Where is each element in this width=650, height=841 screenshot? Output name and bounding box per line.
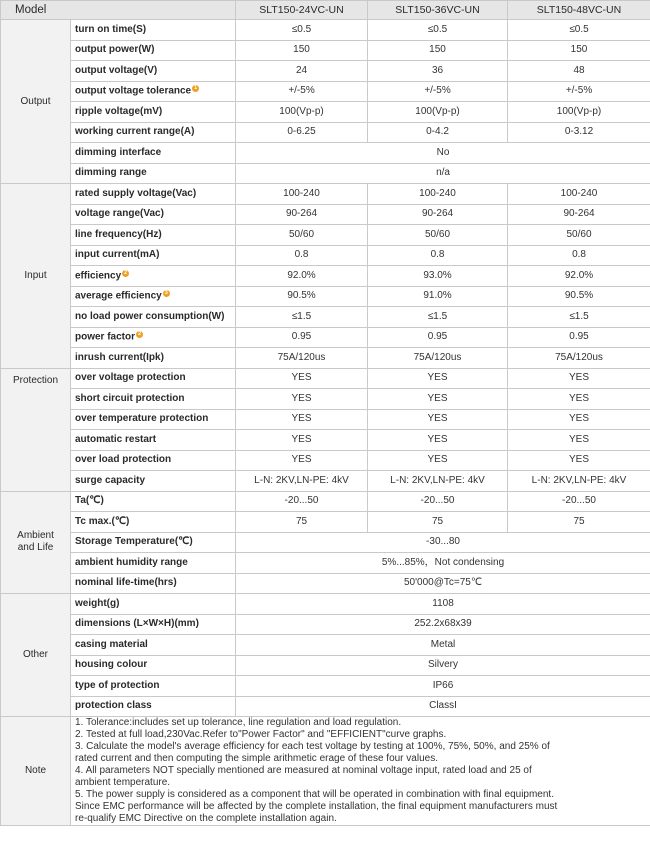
- model-name: SLT150-48VC-UN: [508, 1, 650, 20]
- value-cell-merged: Silvery: [236, 655, 650, 676]
- note-line: 1. Tolerance:includes set up tolerance, line regulation and load regulation.: [75, 717, 402, 728]
- table-row: [1, 204, 650, 225]
- footnote-badge: 2: [137, 331, 142, 338]
- table-row: [1, 245, 650, 266]
- note-line: 3. Calculate the model's average efficiency for each test voltage by testing at 100%, 75%, 50%, and 25% of: [75, 741, 550, 752]
- note-line: 5. The power supply is considered as a component that will be operated in combination with final equipment.: [75, 789, 554, 800]
- value-cell-merged: n/a: [236, 163, 650, 184]
- value-cell: +/-5%: [508, 81, 650, 102]
- param-label: line frequency(Hz): [71, 225, 236, 246]
- param-label-with-note: [71, 286, 236, 307]
- value-cell: 50/60: [508, 225, 650, 246]
- value-cell: 75A/120us: [368, 348, 508, 369]
- value-cell: -20...50: [508, 491, 650, 512]
- param-label: over load protection: [71, 450, 236, 471]
- value-cell-merged: Metal: [236, 635, 650, 656]
- param-label: nominal life-time(hrs): [71, 573, 236, 594]
- value-cell: ≤1.5: [236, 307, 368, 328]
- param-label: average efficiency: [75, 290, 162, 302]
- table-row: [1, 348, 650, 369]
- table-row: [1, 676, 650, 697]
- value-cell: 90.5%: [508, 286, 650, 307]
- param-label: input current(mA): [71, 245, 236, 266]
- value-cell: 90-264: [368, 204, 508, 225]
- table-row: [1, 122, 650, 143]
- param-label-with-note: [71, 327, 236, 348]
- param-label: output voltage tolerance: [75, 85, 192, 97]
- category-line: Ambient: [17, 530, 54, 542]
- value-cell: 100-240: [368, 184, 508, 205]
- value-cell-merged: -30...80: [236, 532, 650, 553]
- value-cell: ≤0.5: [508, 20, 650, 41]
- value-cell: 0.95: [508, 327, 650, 348]
- model-name: SLT150-36VC-UN: [368, 1, 508, 20]
- model-header: Model: [1, 1, 236, 20]
- category-line: and Life: [17, 542, 54, 554]
- note-row: [1, 717, 650, 826]
- value-cell: 100(Vp-p): [368, 102, 508, 123]
- param-label: rated supply voltage(Vac): [71, 184, 236, 205]
- value-cell: YES: [508, 368, 650, 389]
- value-cell: 91.0%: [368, 286, 508, 307]
- value-cell: 0.8: [236, 245, 368, 266]
- footnote-badge: 3: [164, 290, 168, 297]
- param-label-with-note: [71, 81, 236, 102]
- param-label: automatic restart: [71, 430, 236, 451]
- table-row: [1, 143, 650, 164]
- table-row: [1, 163, 650, 184]
- param-label: over temperature protection: [71, 409, 236, 430]
- value-cell: 75: [508, 512, 650, 533]
- param-label: weight(g): [71, 594, 236, 615]
- param-label: protection class: [71, 696, 236, 717]
- value-cell: 150: [368, 40, 508, 61]
- table-row: [1, 635, 650, 656]
- value-cell: 0.95: [368, 327, 508, 348]
- header-row: [1, 1, 650, 20]
- param-label: Storage Temperature(℃): [71, 532, 236, 553]
- value-cell: +/-5%: [236, 81, 368, 102]
- value-cell: 36: [368, 61, 508, 82]
- value-cell: 75A/120us: [508, 348, 650, 369]
- param-label: power factor: [75, 331, 136, 343]
- table-row: [1, 266, 650, 287]
- param-label: dimming range: [71, 163, 236, 184]
- value-cell: 92.0%: [508, 266, 650, 287]
- table-row: [1, 512, 650, 533]
- table-row: [1, 81, 650, 102]
- value-cell: YES: [236, 389, 368, 410]
- value-cell: 100-240: [508, 184, 650, 205]
- value-cell: 100-240: [236, 184, 368, 205]
- table-row: [1, 389, 650, 410]
- value-cell: 90.5%: [236, 286, 368, 307]
- value-cell: ≤0.5: [236, 20, 368, 41]
- value-cell: 0.95: [236, 327, 368, 348]
- value-cell: 90-264: [236, 204, 368, 225]
- table-row: [1, 573, 650, 594]
- value-cell: -20...50: [368, 491, 508, 512]
- param-label: output power(W): [71, 40, 236, 61]
- value-cell: -20...50: [236, 491, 368, 512]
- table-row: [1, 532, 650, 553]
- value-cell-merged: ClassI: [236, 696, 650, 717]
- value-cell: 75A/120us: [236, 348, 368, 369]
- param-label: turn on time(S): [71, 20, 236, 41]
- value-cell-merged: 5%...85%，Not condensing: [236, 553, 650, 574]
- table-row: [1, 225, 650, 246]
- value-cell: 93.0%: [368, 266, 508, 287]
- value-cell-merged: 50'000@Tc=75℃: [236, 573, 650, 594]
- category-input: Input: [1, 184, 71, 369]
- value-cell-merged: 1108: [236, 594, 650, 615]
- value-cell: YES: [368, 409, 508, 430]
- param-label: dimming interface: [71, 143, 236, 164]
- param-label: surge capacity: [71, 471, 236, 492]
- param-label-with-note: [71, 266, 236, 287]
- table-row: [1, 471, 650, 492]
- value-cell: 50/60: [368, 225, 508, 246]
- param-label: efficiency: [75, 269, 122, 281]
- value-cell: 0-3.12: [508, 122, 650, 143]
- table-row: [1, 430, 650, 451]
- note-line: Since EMC performance will be affected by the complete installation, the final equipment manufacturers must: [75, 801, 558, 812]
- table-row: [1, 368, 650, 389]
- table-row: [1, 40, 650, 61]
- param-label: ambient humidity range: [71, 553, 236, 574]
- note-line: 4. All parameters NOT specially mentioned are measured at nominal voltage input, rated load and 25 of: [75, 765, 532, 776]
- value-cell: YES: [236, 450, 368, 471]
- param-label: voltage range(Vac): [71, 204, 236, 225]
- value-cell: 150: [236, 40, 368, 61]
- param-label: dimensions (L×W×H)(mm): [71, 614, 236, 635]
- param-label: housing colour: [71, 655, 236, 676]
- category-note: Note: [1, 717, 71, 826]
- table-row: [1, 286, 650, 307]
- value-cell: 0-4.2: [368, 122, 508, 143]
- value-cell: +/-5%: [368, 81, 508, 102]
- model-name: SLT150-24VC-UN: [236, 1, 368, 20]
- footnote-badge: 1: [194, 85, 198, 92]
- table-row: [1, 655, 650, 676]
- note-line: re-qualify EMC Directive on the complete installation again.: [75, 813, 337, 824]
- table-row: [1, 450, 650, 471]
- table-row: [1, 553, 650, 574]
- table-row: [1, 594, 650, 615]
- param-label: short circuit protection: [71, 389, 236, 410]
- value-cell: YES: [368, 430, 508, 451]
- value-cell: 0.8: [368, 245, 508, 266]
- table-row: [1, 409, 650, 430]
- table-row: [1, 696, 650, 717]
- value-cell: ≤1.5: [508, 307, 650, 328]
- value-cell: 75: [236, 512, 368, 533]
- table-row: [1, 102, 650, 123]
- value-cell: 90-264: [508, 204, 650, 225]
- value-cell-merged: IP66: [236, 676, 650, 697]
- value-cell: YES: [236, 430, 368, 451]
- value-cell: YES: [368, 450, 508, 471]
- value-cell: YES: [368, 389, 508, 410]
- note-body: [71, 717, 650, 826]
- value-cell-merged: 252.2x68x39: [236, 614, 650, 635]
- table-row: [1, 61, 650, 82]
- note-line: 2. Tested at full load,230Vac.Refer to"Power Factor" and "EFFICIENT"curve graphs.: [75, 729, 447, 740]
- table-row: [1, 307, 650, 328]
- table-row: [1, 327, 650, 348]
- value-cell-merged: No: [236, 143, 650, 164]
- value-cell: 100(Vp-p): [508, 102, 650, 123]
- footnote-badge: 2: [124, 269, 128, 276]
- category-ambient: [1, 491, 71, 594]
- param-label: working current range(A): [71, 122, 236, 143]
- param-label: inrush current(Ipk): [71, 348, 236, 369]
- value-cell: YES: [368, 368, 508, 389]
- value-cell: L-N: 2KV,LN-PE: 4kV: [508, 471, 650, 492]
- value-cell: YES: [236, 409, 368, 430]
- value-cell: 50/60: [236, 225, 368, 246]
- value-cell: 100(Vp-p): [236, 102, 368, 123]
- param-label: ripple voltage(mV): [71, 102, 236, 123]
- value-cell: YES: [508, 430, 650, 451]
- note-line: ambient temperature.: [75, 777, 171, 788]
- value-cell: YES: [236, 368, 368, 389]
- value-cell: YES: [508, 450, 650, 471]
- value-cell: 24: [236, 61, 368, 82]
- param-label: casing material: [71, 635, 236, 656]
- value-cell: 0.8: [508, 245, 650, 266]
- param-label: Tc max.(℃): [71, 512, 236, 533]
- value-cell: YES: [508, 389, 650, 410]
- note-line: rated current and then computing the simple arithmetic erage of these four values.: [75, 753, 438, 764]
- category-other: Other: [1, 594, 71, 717]
- value-cell: 0-6.25: [236, 122, 368, 143]
- value-cell: L-N: 2KV,LN-PE: 4kV: [368, 471, 508, 492]
- table-row: [1, 614, 650, 635]
- value-cell: 150: [508, 40, 650, 61]
- table-row: [1, 184, 650, 205]
- param-label: no load power consumption(W): [71, 307, 236, 328]
- param-label: Ta(℃): [71, 491, 236, 512]
- value-cell: ≤0.5: [368, 20, 508, 41]
- value-cell: YES: [508, 409, 650, 430]
- table-row: [1, 20, 650, 41]
- value-cell: 92.0%: [236, 266, 368, 287]
- param-label: output voltage(V): [71, 61, 236, 82]
- value-cell: 48: [508, 61, 650, 82]
- param-label: over voltage protection: [71, 368, 236, 389]
- category-protection: Protection: [1, 368, 71, 491]
- value-cell: L-N: 2KV,LN-PE: 4kV: [236, 471, 368, 492]
- category-output: Output: [1, 20, 71, 184]
- table-row: [1, 491, 650, 512]
- param-label: type of protection: [71, 676, 236, 697]
- value-cell: 75: [368, 512, 508, 533]
- value-cell: ≤1.5: [368, 307, 508, 328]
